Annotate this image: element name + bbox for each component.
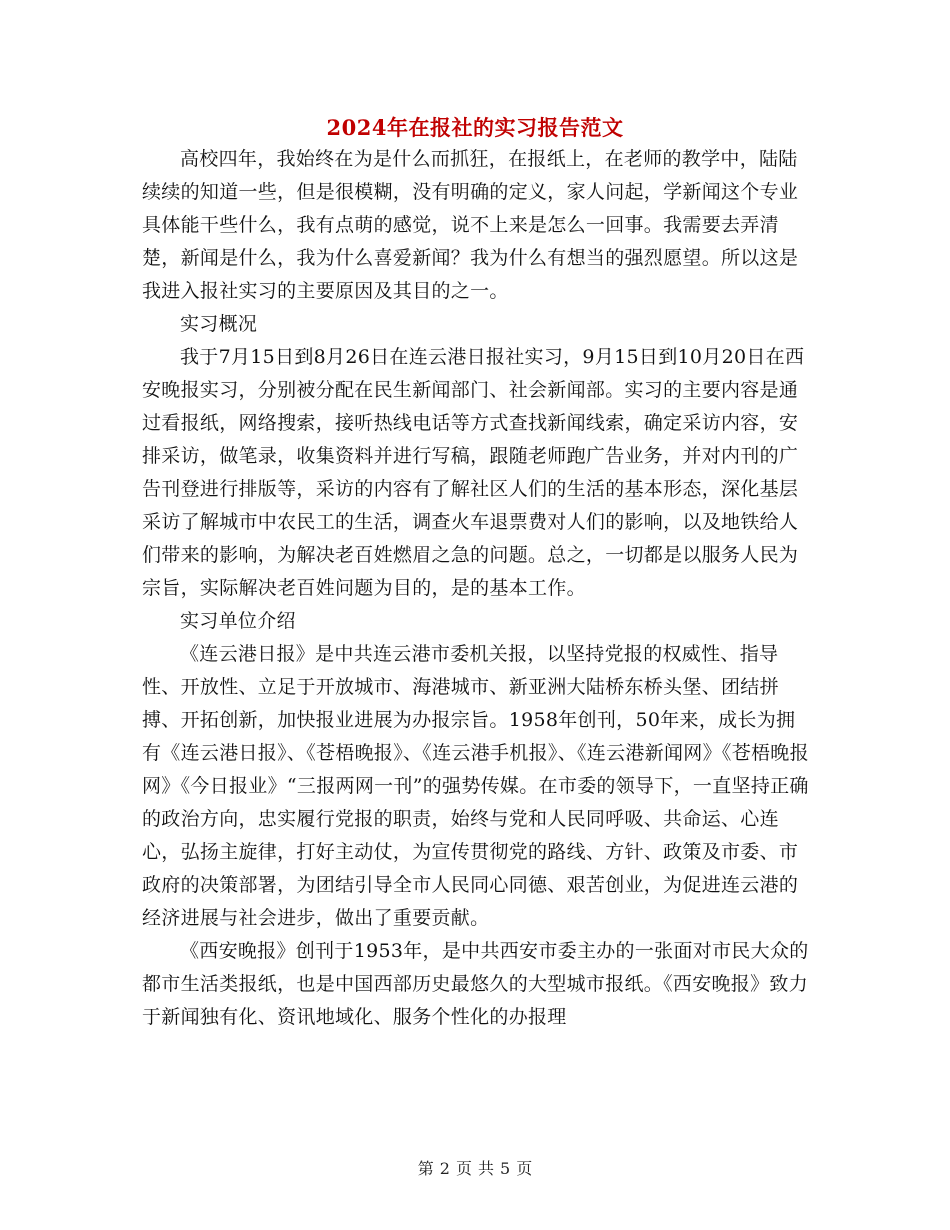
document-body bbox=[142, 143, 810, 1034]
section-heading-unit-intro: 实习单位介绍 bbox=[180, 610, 296, 632]
footer-total-prefix: 共 bbox=[478, 1159, 495, 1178]
paragraph-overview: 我于7月15日到8月26日在连云港日报社实习，9月15日到10月20日在西安晚报实习，分别被分配在民生新闻部门、社会新闻部。实习的主要内容是通过看报纸，网络搜索，接听热线电话等方式查找新闻线索，确定采访内容，安排采访，做笔录，收集资料并进行写稿，跟随老师跑广告业务，并对内刊的广告刊登进行排版等，采访的内容有了解社区人们的生活的基本形态，深化基层采访了解城市中农民工的生活，调查火车退票费对人们的影响，以及地铁给人们带来的影响，为解决老百姓燃眉之急的问题。总之，一切都是以服务人民为宗旨，实际解决老百姓问题为目的，是的基本工作。 bbox=[142, 346, 805, 599]
page-footer bbox=[0, 1156, 950, 1179]
paragraph-xian-evening: 《西安晚报》创刊于1953年，是中共西安市委主办的一张面对市民大众的都市生活类报纸，也是中国西部历史最悠久的大型城市报纸。《西安晚报》致力于新闻独有化、资讯地域化、服务个性化的办报理 bbox=[142, 940, 809, 1028]
footer-suffix: 页 bbox=[516, 1159, 533, 1178]
paragraph-intro: 高校四年，我始终在为是什么而抓狂，在报纸上，在老师的教学中，陆陆续续的知道一些，但是很模糊，没有明确的定义，家人问起，学新闻这个专业具体能干些什么，我有点萌的感觉，说不上来是怎么一回事。我需要去弄清楚，新闻是什么，我为什么喜爱新闻？我为什么有想当的强烈愿望。所以这是我进入报社实习的主要原因及其目的之一。 bbox=[142, 148, 799, 302]
footer-page-word: 页 bbox=[455, 1159, 472, 1178]
footer-prefix: 第 bbox=[417, 1159, 434, 1178]
footer-page-number: 2 bbox=[439, 1159, 450, 1178]
section-heading-overview: 实习概况 bbox=[180, 313, 258, 335]
page-title: 2024年在报社的实习报告范文 bbox=[326, 115, 624, 140]
footer-total-pages: 5 bbox=[500, 1159, 511, 1178]
paragraph-lianyungang-daily: 《连云港日报》是中共连云港市委机关报，以坚持党报的权威性、指导性、开放性、立足于开放城市、海港城市、新亚洲大陆桥东桥头堡、团结拼搏、开拓创新，加快报业进展为办报宗旨。1958年创刊，50年来，成长为拥有《连云港日报》、《苍梧晚报》、《连云港手机报》、《连云港新闻网》《苍梧晚报网》《今日报业》“三报两网一刊”的强势传媒。在市委的领导下，一直坚持正确的政治方向，忠实履行党报的职责，始终与党和人民同呼吸、共命运、心连心，弘扬主旋律，打好主动仗，为宣传贯彻党的路线、方针、政策及市委、市政府的决策部署，为团结引导全市人民同心同德、艰苦创业，为促进连云港的经济进展与社会进步，做出了重要贡献。 bbox=[142, 643, 809, 929]
